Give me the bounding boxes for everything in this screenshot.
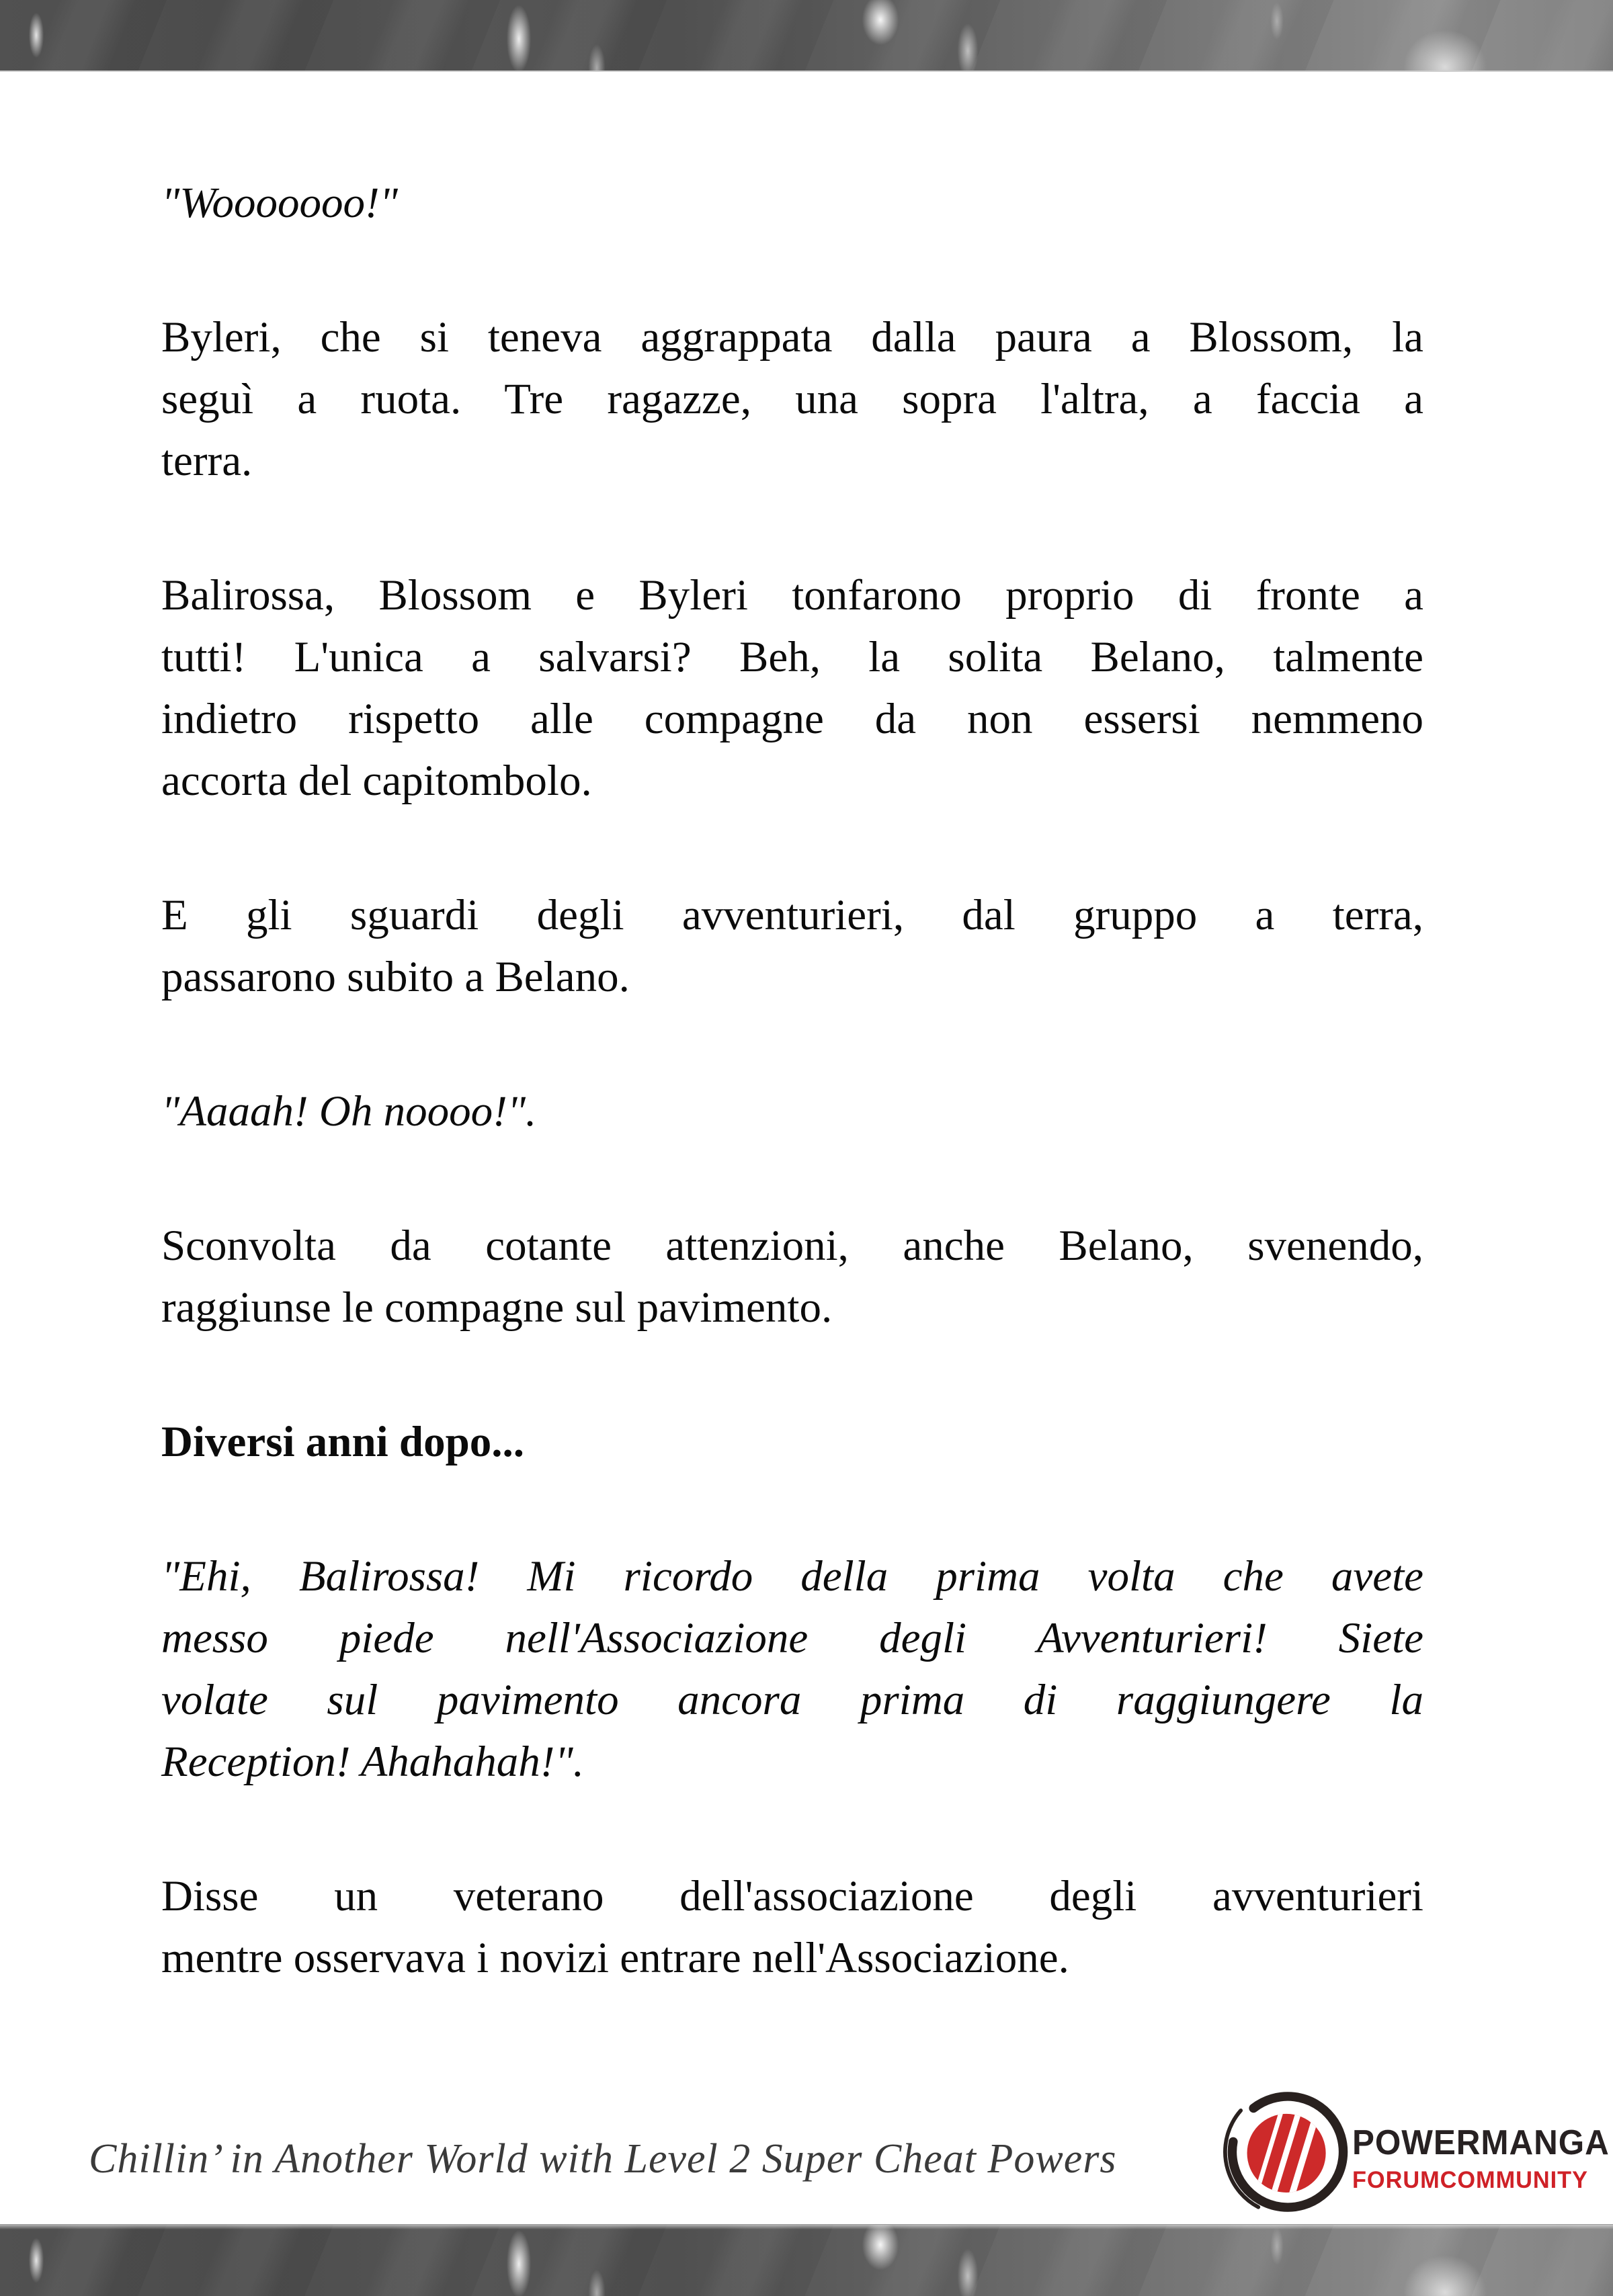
text-line: "Ehi, Balirossa! Mi ricordo della prima volta che avete [161, 1552, 1423, 1601]
text-line: accorta del capitombolo. [161, 757, 592, 805]
powermanga-logo [1223, 2080, 1610, 2224]
top-decorative-band [0, 0, 1613, 72]
text-line: "Wooooooo!" [161, 179, 398, 227]
text-line: indietro rispetto alle compagne da non essersi nemmeno [161, 695, 1423, 743]
paragraph [161, 1411, 1423, 1473]
text-line: raggiunse le compagne sul pavimento. [161, 1283, 833, 1332]
text-line: Balirossa, Blossom e Byleri tonfarono proprio di fronte a [161, 571, 1423, 620]
paragraph [161, 1215, 1423, 1338]
text-line: tutti! L'unica a salvarsi? Beh, la solita Belano, talmente [161, 633, 1423, 681]
text-line: messo piede nell'Associazione degli Avventurieri! Siete [161, 1614, 1423, 1662]
text-line: E gli sguardi degli avventurieri, dal gruppo a terra, [161, 891, 1423, 939]
bottom-decorative-band [0, 2224, 1613, 2296]
paragraph [161, 1545, 1423, 1793]
text-line: Byleri, che si teneva aggrappata dalla paura a Blossom, la [161, 313, 1423, 362]
paragraph [161, 564, 1423, 812]
powermanga-circle-icon [1223, 2080, 1352, 2224]
paragraph [161, 884, 1423, 1008]
text-line: volate sul pavimento ancora prima di raggiungere la [161, 1676, 1423, 1724]
paragraph [161, 1865, 1423, 1989]
text-line: Sconvolta da cotante attenzioni, anche Belano, svenendo, [161, 1222, 1423, 1270]
text-line: mentre osservava i novizi entrare nell'Associazione. [161, 1934, 1069, 1982]
logo-text-block [1352, 2125, 1613, 2192]
paragraph [161, 1080, 1423, 1142]
text-line: Disse un veterano dell'associazione degli avventurieri [161, 1872, 1423, 1920]
paragraph [161, 172, 1423, 234]
text-line: passarono subito a Belano. [161, 953, 630, 1001]
text-line: seguì a ruota. Tre ragazze, una sopra l'altra, a faccia a [161, 375, 1423, 423]
text-line: Reception! Ahahahah!". [161, 1738, 584, 1786]
body-text [161, 172, 1423, 1989]
logo-community-text: FORUMCOMMUNITY [1352, 2167, 1588, 2193]
text-line: terra. [161, 437, 253, 485]
series-title: Chillin’ in Another World with Level 2 Super Cheat Powers [89, 2136, 1117, 2182]
text-line: "Aaaah! Oh noooo!". [161, 1087, 537, 1136]
logo-brand-text: POWERMANGA [1352, 2123, 1610, 2162]
paragraph [161, 306, 1423, 492]
text-line: Diversi anni dopo... [161, 1418, 524, 1466]
